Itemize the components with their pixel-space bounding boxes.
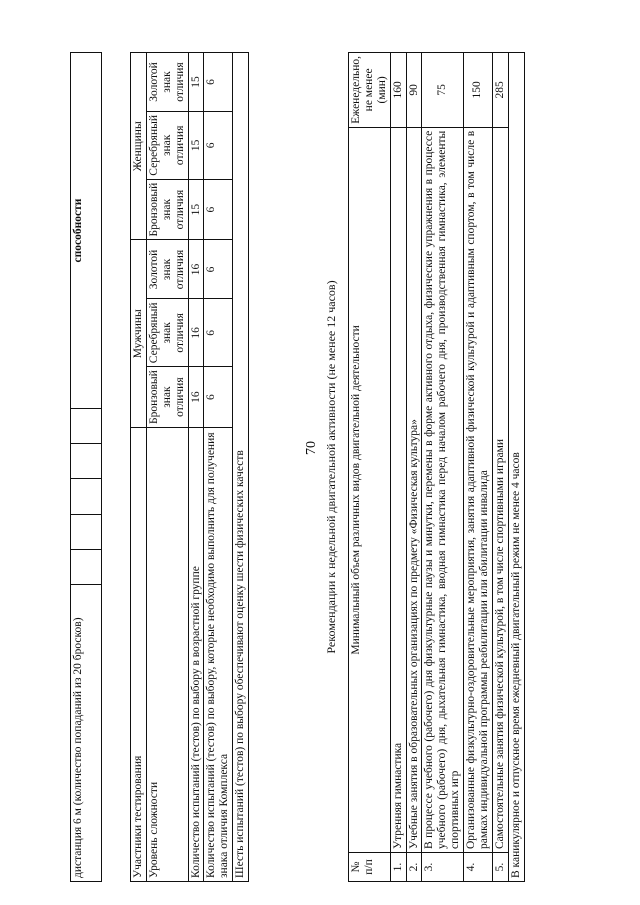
- minutes-value: 150: [464, 53, 493, 128]
- minutes-value: 90: [406, 53, 422, 128]
- table-row: [146, 53, 188, 882]
- table-row: [492, 53, 508, 882]
- table-row: [71, 53, 102, 882]
- table-cell: [71, 479, 102, 514]
- table-cell: 6: [204, 179, 233, 240]
- table-cell: дистанция 6 м (количество попаданий из 20 бросков): [71, 585, 102, 882]
- row-number: 1.: [390, 853, 406, 882]
- table-cell: 6: [204, 299, 233, 367]
- table-cell-heading: способности: [71, 53, 102, 409]
- minutes-value: 75: [422, 53, 464, 128]
- continuation-table: [70, 52, 102, 882]
- column-header: Еженедельно, не менее (мин): [349, 53, 391, 128]
- minutes-value: 285: [492, 53, 508, 128]
- row-number: 2.: [406, 853, 422, 882]
- table-cell: [71, 549, 102, 584]
- participants-label: Участники тестирования: [131, 428, 147, 882]
- table-row: [390, 53, 406, 882]
- table-row: [406, 53, 422, 882]
- test-requirements-table: [130, 52, 249, 882]
- table-row: [422, 53, 464, 882]
- table-row: [464, 53, 493, 882]
- column-header: № п/п: [349, 853, 391, 882]
- table-cell: 15: [188, 53, 204, 112]
- badge-header: Золотой знак отличия: [146, 53, 188, 112]
- table-row: [508, 53, 524, 882]
- column-header: Минимальный объем различных видов двигательной деятельности: [349, 127, 391, 852]
- table-row: [131, 53, 147, 882]
- table-cell: 6: [204, 112, 233, 180]
- table-cell: 6: [204, 53, 233, 112]
- difficulty-label: Уровень сложности: [146, 428, 188, 882]
- table-cell: 6: [204, 367, 233, 428]
- table-cell: [71, 444, 102, 479]
- badge-header: Бронзовый знак отличия: [146, 367, 188, 428]
- table-cell: 16: [188, 240, 204, 299]
- table-cell: [71, 514, 102, 549]
- row-number: 3.: [422, 853, 464, 882]
- table-footer-note: В каникулярное и отпускное время ежедневный двигательный режим не менее 4 часов: [508, 53, 524, 882]
- men-header: Мужчины: [131, 240, 147, 428]
- table-row: [349, 53, 391, 882]
- row-label: Количество испытаний (тестов) по выбору в возрастной группе: [188, 428, 204, 882]
- women-header: Женщины: [131, 53, 147, 241]
- page-number: 70: [304, 441, 319, 455]
- table-cell: [71, 409, 102, 444]
- activity-text: Утренняя гимнастика: [390, 127, 406, 852]
- table-cell: 6: [204, 240, 233, 299]
- activity-text: В процессе учебного (рабочего) дня физкультурные паузы и минутки, перемены в форме активного отдыха, физические упражнения в процессе учебного (рабочего) дня, дыхательная гимнастика, вводная гимнастика перед началом рабочего дня, производственная гимнастика, элементы спортивных игр: [422, 127, 464, 852]
- table-cell: 15: [188, 112, 204, 180]
- badge-header: Серебряный знак отличия: [146, 112, 188, 180]
- badge-header: Золотой знак отличия: [146, 240, 188, 299]
- weekly-activity-table: [348, 52, 525, 882]
- table-footnote: Шесть испытаний (тестов) по выбору обеспечивают оценку шести физических качеств: [233, 53, 249, 882]
- table-row: [233, 53, 249, 882]
- minutes-value: 160: [390, 53, 406, 128]
- row-number: 5.: [492, 853, 508, 882]
- table-row: [188, 53, 204, 882]
- row-label: Количество испытаний (тестов) по выбору, которые необходимо выполнить для получения знака отличия Комплекса: [204, 428, 233, 882]
- row-number: 4.: [464, 853, 493, 882]
- table-cell: 15: [188, 179, 204, 240]
- table-cell: 16: [188, 299, 204, 367]
- badge-header: Серебряный знак отличия: [146, 299, 188, 367]
- activity-text: Самостоятельные занятия физической культурой, в том числе спортивными играми: [492, 127, 508, 852]
- activity-text: Учебные занятия в образовательных организациях по предмету «Физическая культура»: [406, 127, 422, 852]
- recommendation-caption: Рекомендации к недельной двигательной активности (не менее 12 часов): [324, 280, 338, 654]
- table-row: [204, 53, 233, 882]
- activity-text: Организованные физкультурно-оздоровительные мероприятия, занятия адаптивной физической культурой и адаптивным спортом, в том числе в рамках индивидуальной программы реабилитации или абилитации инвалида: [464, 127, 493, 852]
- table-cell: 16: [188, 367, 204, 428]
- badge-header: Бронзовый знак отличия: [146, 179, 188, 240]
- rotated-page-content: [70, 22, 590, 882]
